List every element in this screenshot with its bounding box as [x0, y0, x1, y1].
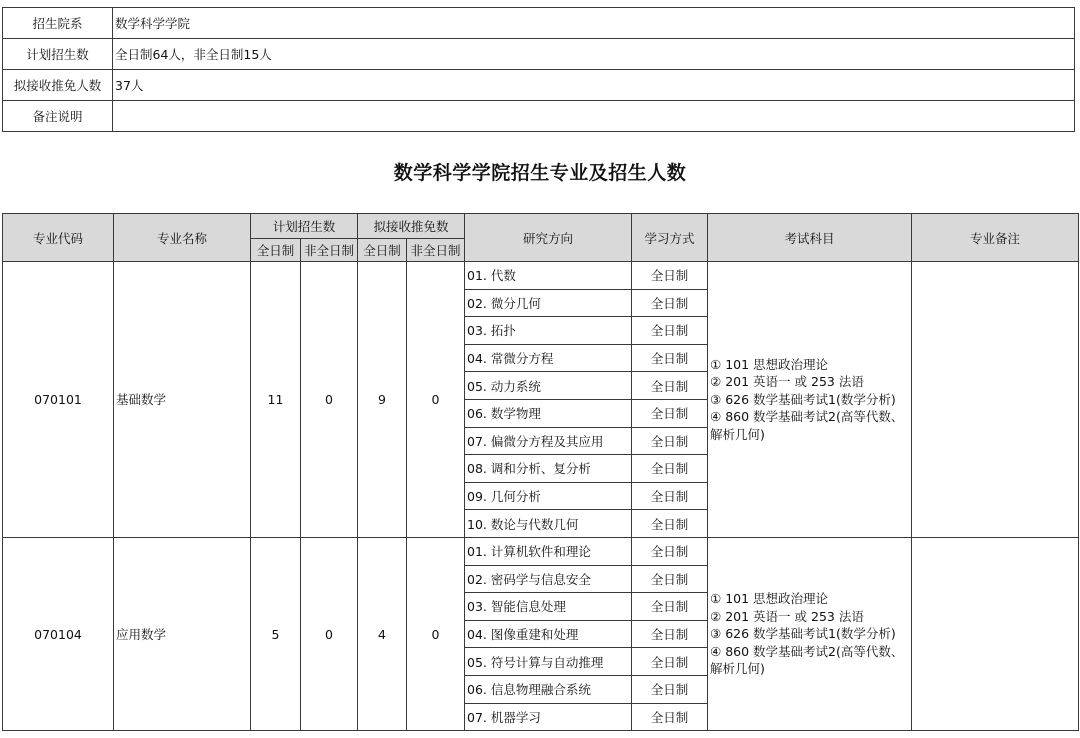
header-plan-parttime: 非全日制 — [301, 239, 358, 262]
info-row — [3, 70, 1075, 101]
header-direction: 研究方向 — [465, 214, 632, 262]
research-direction: 05. 符号计算与自动推理 — [465, 648, 632, 676]
info-row — [3, 8, 1075, 39]
header-tuimian-parttime: 非全日制 — [407, 239, 465, 262]
header-tuimian: 拟接收推免数 — [358, 214, 465, 239]
research-direction: 08. 调和分析、复分析 — [465, 455, 632, 483]
header-plan: 计划招生数 — [251, 214, 358, 239]
info-table — [2, 7, 1075, 132]
plan-fulltime: 5 — [251, 537, 301, 730]
research-direction: 02. 密码学与信息安全 — [465, 565, 632, 593]
exam-subject-line: ② 201 英语一 或 253 法语 — [710, 374, 864, 390]
tuimian-fulltime: 4 — [358, 537, 407, 730]
tuimian-fulltime: 9 — [358, 262, 407, 538]
exam-subject-line: ① 101 思想政治理论 — [710, 591, 829, 607]
info-value — [113, 101, 1075, 132]
info-label: 计划招生数 — [3, 39, 113, 70]
major-remark — [912, 262, 1079, 538]
info-value: 37人 — [113, 70, 1075, 101]
study-mode: 全日制 — [632, 399, 708, 427]
research-direction: 04. 图像重建和处理 — [465, 620, 632, 648]
research-direction: 01. 计算机软件和理论 — [465, 537, 632, 565]
study-mode: 全日制 — [632, 482, 708, 510]
exam-subjects — [708, 262, 912, 538]
major-code: 070104 — [3, 537, 114, 730]
research-direction: 07. 机器学习 — [465, 703, 632, 731]
majors-table — [2, 213, 1079, 731]
study-mode: 全日制 — [632, 455, 708, 483]
info-label: 备注说明 — [3, 101, 113, 132]
major-name: 基础数学 — [114, 262, 251, 538]
exam-subject-line: ② 201 英语一 或 253 法语 — [710, 608, 864, 624]
research-direction: 06. 数学物理 — [465, 399, 632, 427]
study-mode: 全日制 — [632, 427, 708, 455]
header-plan-fulltime: 全日制 — [251, 239, 301, 262]
study-mode: 全日制 — [632, 317, 708, 345]
info-label: 拟接收推免人数 — [3, 70, 113, 101]
page-title: 数学科学学院招生专业及招生人数 — [393, 162, 687, 184]
study-mode: 全日制 — [632, 344, 708, 372]
study-mode: 全日制 — [632, 537, 708, 565]
study-mode: 全日制 — [632, 648, 708, 676]
exam-subject-line: ③ 626 数学基础考试1(数学分析) — [710, 391, 896, 407]
study-mode: 全日制 — [632, 593, 708, 621]
study-mode: 全日制 — [632, 703, 708, 731]
exam-subjects — [708, 537, 912, 730]
research-direction: 01. 代数 — [465, 262, 632, 290]
header-code: 专业代码 — [3, 214, 114, 262]
research-direction: 02. 微分几何 — [465, 289, 632, 317]
research-direction: 03. 拓扑 — [465, 317, 632, 345]
info-label: 招生院系 — [3, 8, 113, 39]
study-mode: 全日制 — [632, 289, 708, 317]
info-row — [3, 39, 1075, 70]
major-name: 应用数学 — [114, 537, 251, 730]
header-tuimian-fulltime: 全日制 — [358, 239, 407, 262]
study-mode: 全日制 — [632, 620, 708, 648]
study-mode: 全日制 — [632, 372, 708, 400]
table-row — [3, 262, 1079, 290]
info-row — [3, 101, 1075, 132]
study-mode: 全日制 — [632, 510, 708, 538]
research-direction: 04. 常微分方程 — [465, 344, 632, 372]
research-direction: 05. 动力系统 — [465, 372, 632, 400]
major-code: 070101 — [3, 262, 114, 538]
tuimian-parttime: 0 — [407, 537, 465, 730]
study-mode: 全日制 — [632, 675, 708, 703]
research-direction: 09. 几何分析 — [465, 482, 632, 510]
exam-subject-line: 解析几何) — [710, 661, 765, 677]
table-row — [3, 537, 1079, 565]
exam-subject-line: ① 101 思想政治理论 — [710, 356, 829, 372]
exam-subject-line: ④ 860 数学基础考试2(高等代数、 — [710, 643, 904, 659]
plan-parttime: 0 — [301, 537, 358, 730]
exam-subject-line: ③ 626 数学基础考试1(数学分析) — [710, 626, 896, 642]
header-mode: 学习方式 — [632, 214, 708, 262]
exam-subject-line: 解析几何) — [710, 426, 765, 442]
major-remark — [912, 537, 1079, 730]
study-mode: 全日制 — [632, 262, 708, 290]
header-name: 专业名称 — [114, 214, 251, 262]
header-remark: 专业备注 — [912, 214, 1079, 262]
plan-parttime: 0 — [301, 262, 358, 538]
header-subjects: 考试科目 — [708, 214, 912, 262]
study-mode: 全日制 — [632, 565, 708, 593]
tuimian-parttime: 0 — [407, 262, 465, 538]
research-direction: 07. 偏微分方程及其应用 — [465, 427, 632, 455]
research-direction: 06. 信息物理融合系统 — [465, 675, 632, 703]
research-direction: 10. 数论与代数几何 — [465, 510, 632, 538]
info-value: 数学科学学院 — [113, 8, 1075, 39]
exam-subject-line: ④ 860 数学基础考试2(高等代数、 — [710, 409, 904, 425]
research-direction: 03. 智能信息处理 — [465, 593, 632, 621]
info-value: 全日制64人，非全日制15人 — [113, 39, 1075, 70]
plan-fulltime: 11 — [251, 262, 301, 538]
